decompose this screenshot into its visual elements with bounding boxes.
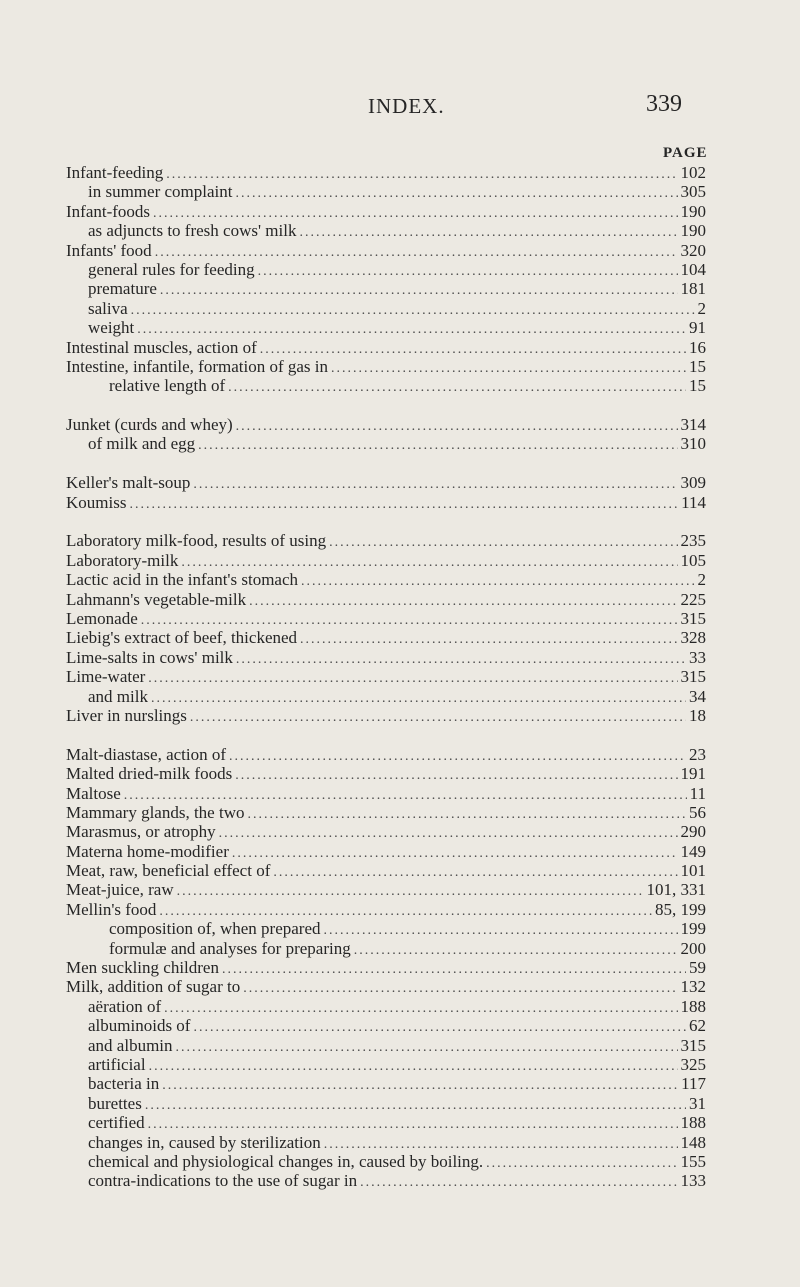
index-entry xyxy=(66,531,706,550)
leader-dots xyxy=(164,999,677,1016)
index-entry-page: 31 xyxy=(689,1093,706,1113)
index-entry xyxy=(66,299,706,318)
index-entry xyxy=(66,415,706,434)
index-entry xyxy=(66,338,706,357)
index-entry-text: aëration of xyxy=(88,996,162,1016)
index-entry-text: contra-indications to the use of sugar in xyxy=(88,1171,358,1191)
index-entry-page: 314 xyxy=(680,415,706,435)
leader-dots xyxy=(243,979,677,996)
index-entry-text: Liver in nurslings xyxy=(66,705,187,725)
index-entry-page: 133 xyxy=(680,1171,706,1191)
index-entry-page: 132 xyxy=(680,977,706,997)
index-entry-page: 290 xyxy=(680,822,706,842)
index-entry-page: 149 xyxy=(680,841,706,861)
index-entry xyxy=(66,1152,706,1171)
index-entry-page: 15 xyxy=(689,356,706,376)
running-header xyxy=(0,91,800,124)
index-entry-page: 235 xyxy=(680,531,706,551)
index-entry-text: Lime-water xyxy=(66,667,146,687)
index-entry-page: 225 xyxy=(680,589,706,609)
index-entry xyxy=(66,1094,706,1113)
index-entry-text: Koumiss xyxy=(66,492,127,512)
index-entry xyxy=(66,163,706,182)
index-entry-page: 200 xyxy=(680,938,706,958)
index-entry-page: 105 xyxy=(680,550,706,570)
index-entry-page: 102 xyxy=(680,163,706,182)
leader-dots xyxy=(329,533,677,550)
leader-dots xyxy=(149,1057,678,1074)
index-entry xyxy=(66,977,706,996)
leader-dots xyxy=(229,747,686,764)
index-entry xyxy=(66,648,706,667)
index-entry-page: 56 xyxy=(689,802,706,822)
index-entry xyxy=(66,861,706,880)
index-entry-text: albuminoids of xyxy=(88,1016,191,1036)
index-entry-page: 11 xyxy=(689,783,706,803)
index-entry xyxy=(66,318,706,337)
index-entry xyxy=(66,434,706,453)
leader-dots xyxy=(249,592,677,609)
leader-dots xyxy=(247,805,686,822)
index-entry-text: burettes xyxy=(88,1093,142,1113)
leader-dots xyxy=(299,223,677,240)
index-entry-text: Infant-feeding xyxy=(66,163,164,182)
leader-dots xyxy=(160,281,678,298)
index-entry xyxy=(66,551,706,570)
index-entry-text: Intestine, infantile, formation of gas in xyxy=(66,356,329,376)
index-entry-text: general rules for feeding xyxy=(88,259,255,279)
leader-dots xyxy=(137,320,686,337)
leader-dots xyxy=(177,882,644,899)
leader-dots xyxy=(148,669,677,686)
leader-dots xyxy=(131,301,695,318)
index-entry xyxy=(66,958,706,977)
index-entry xyxy=(66,803,706,822)
index-entry-page: 101 xyxy=(680,861,706,881)
index-entry-page: 325 xyxy=(680,1054,706,1074)
index-entry-page: 309 xyxy=(680,473,706,493)
index-entry-text: Infant-foods xyxy=(66,201,151,221)
leader-dots xyxy=(151,689,686,706)
index-entry xyxy=(66,784,706,803)
index-entry xyxy=(66,822,706,841)
index-entry-text: Men suckling children xyxy=(66,958,219,978)
index-entry-text: of milk and egg xyxy=(88,434,196,454)
index-entry-page: 59 xyxy=(689,958,706,978)
leader-dots xyxy=(486,1154,677,1171)
leader-dots xyxy=(228,378,686,395)
index-entry-page: 191 xyxy=(680,764,706,784)
index-entry xyxy=(66,880,706,899)
index-entry-text: Lemonade xyxy=(66,608,138,628)
index-entry-page: 117 xyxy=(681,1074,706,1094)
leader-dots xyxy=(232,844,678,861)
index-entry xyxy=(66,687,706,706)
index-entry-page: 310 xyxy=(680,434,706,454)
index-entry xyxy=(66,493,706,512)
leader-dots xyxy=(324,921,678,938)
index-entry-text: premature xyxy=(88,279,157,299)
leader-dots xyxy=(148,1115,678,1132)
leader-dots xyxy=(181,553,677,570)
index-entry-text: chemical and physiological changes in, caused by boiling. xyxy=(88,1151,484,1171)
index-entry-text: saliva xyxy=(88,298,128,318)
leader-dots xyxy=(166,165,677,182)
index-entry-page: 305 xyxy=(680,182,706,202)
page-title: INDEX. xyxy=(368,94,445,118)
index-entry-page: 190 xyxy=(680,201,706,221)
leader-dots xyxy=(273,863,677,880)
index-entry-text: bacteria in xyxy=(88,1074,160,1094)
leader-dots xyxy=(258,262,678,279)
index-entry xyxy=(66,842,706,861)
index-entry xyxy=(66,745,706,764)
index-entry-text: weight xyxy=(88,318,135,338)
index-entry xyxy=(66,1055,706,1074)
index-entry-text: Malt-diastase, action of xyxy=(66,744,227,764)
index-entry-page: 33 xyxy=(689,647,706,667)
index-entry-page: 101, 331 xyxy=(646,880,706,900)
index-entry-text: Mammary glands, the two xyxy=(66,802,245,822)
index-entry xyxy=(66,357,706,376)
leader-dots xyxy=(219,824,678,841)
index-entry xyxy=(66,376,706,395)
leader-dots xyxy=(124,786,687,803)
index-entry-page: 23 xyxy=(689,744,706,764)
index-entry xyxy=(66,1171,706,1190)
index-entry xyxy=(66,590,706,609)
index-entry-text: Milk, addition of sugar to xyxy=(66,977,241,997)
leader-dots xyxy=(145,1096,686,1113)
page-number: 339 xyxy=(646,91,682,117)
leader-dots xyxy=(159,902,652,919)
index-entry-text: Lime-salts in cows' milk xyxy=(66,647,233,667)
index-entry-text: Maltose xyxy=(66,783,121,803)
index-entry-page: 18 xyxy=(689,705,706,725)
index-entry-text: in summer complaint xyxy=(88,182,233,202)
index-entry-page: 328 xyxy=(680,628,706,648)
leader-dots xyxy=(331,359,686,376)
index-entry xyxy=(66,667,706,686)
index-entry xyxy=(66,260,706,279)
index-entry-text: artificial xyxy=(88,1054,146,1074)
leader-dots xyxy=(141,611,678,628)
index-entry-text: Malted dried-milk foods xyxy=(66,764,233,784)
index-entry xyxy=(66,1113,706,1132)
index-entry-page: 34 xyxy=(689,686,706,706)
index-entry xyxy=(66,1016,706,1035)
leader-dots xyxy=(129,495,678,512)
index-entry-text: Laboratory milk-food, results of using xyxy=(66,531,327,551)
index-entry xyxy=(66,221,706,240)
leader-dots xyxy=(301,572,694,589)
index-entry-text: Materna home-modifier xyxy=(66,841,229,861)
leader-dots xyxy=(193,475,677,492)
index-entry-text: formulæ and analyses for preparing xyxy=(109,938,351,958)
index-entry-text: changes in, caused by sterilization xyxy=(88,1132,321,1152)
leader-dots xyxy=(324,1135,678,1152)
index-entry xyxy=(66,609,706,628)
leader-dots xyxy=(162,1076,678,1093)
index-entry xyxy=(66,764,706,783)
index-entry-text: as adjuncts to fresh cows' milk xyxy=(88,221,297,241)
index-entry-page: 148 xyxy=(680,1132,706,1152)
leader-dots xyxy=(235,766,677,783)
leader-dots xyxy=(222,960,686,977)
index-entry xyxy=(66,919,706,938)
index-entry-text: and albumin xyxy=(88,1035,173,1055)
index-entry-page: 315 xyxy=(680,1035,706,1055)
index-entry xyxy=(66,706,706,725)
index-entry xyxy=(66,939,706,958)
index-entry-page: 155 xyxy=(680,1151,706,1171)
leader-dots xyxy=(198,436,677,453)
leader-dots xyxy=(236,650,686,667)
index-entry-page: 188 xyxy=(680,996,706,1016)
index-entry-page: 199 xyxy=(680,919,706,939)
index-entry-text: Infants' food xyxy=(66,240,152,260)
index-entry-page: 91 xyxy=(689,318,706,338)
index-entry-text: Junket (curds and whey) xyxy=(66,415,233,435)
leader-dots xyxy=(354,941,678,958)
index-entry-page: 181 xyxy=(680,279,706,299)
leader-dots xyxy=(300,630,677,647)
index-entry-page: 15 xyxy=(689,376,706,396)
index-entry-text: relative length of xyxy=(109,376,226,396)
index-entry-page: 320 xyxy=(680,240,706,260)
index-entry xyxy=(66,570,706,589)
leader-dots xyxy=(236,417,678,434)
leader-dots xyxy=(193,1018,686,1035)
index-entry xyxy=(66,997,706,1016)
index-entry-page: 188 xyxy=(680,1113,706,1133)
index-entry-page: 315 xyxy=(680,667,706,687)
index-entry-text: Liebig's extract of beef, thickened xyxy=(66,628,298,648)
index-entry xyxy=(66,628,706,647)
index-entry-text: Keller's malt-soup xyxy=(66,473,191,493)
index-entry-text: Laboratory-milk xyxy=(66,550,179,570)
index-entry-text: Mellin's food xyxy=(66,899,157,919)
leader-dots xyxy=(155,243,678,260)
index-entry-page: 16 xyxy=(689,337,706,357)
page-column-label: PAGE xyxy=(663,145,708,161)
leader-dots xyxy=(235,184,677,201)
index-entry-text: Intestinal muscles, action of xyxy=(66,337,257,357)
index-entry-page: 62 xyxy=(689,1016,706,1036)
index-entry xyxy=(66,473,706,492)
index-entry-page: 85, 199 xyxy=(655,899,706,919)
index-entry xyxy=(66,241,706,260)
index-entry-text: Lahmann's vegetable-milk xyxy=(66,589,247,609)
index-entry xyxy=(66,900,706,919)
index-entry xyxy=(66,182,706,201)
index-entry xyxy=(66,202,706,221)
index-entry-text: Meat, raw, beneficial effect of xyxy=(66,861,271,881)
leader-dots xyxy=(176,1038,678,1055)
index-entry-text: Meat-juice, raw xyxy=(66,880,174,900)
leader-dots xyxy=(190,708,686,725)
index-entry xyxy=(66,279,706,298)
index-entry-page: 2 xyxy=(697,570,706,590)
index-entry-page: 190 xyxy=(680,221,706,241)
leader-dots xyxy=(153,204,677,221)
index-entry-text: Marasmus, or atrophy xyxy=(66,822,216,842)
index-entry-page: 114 xyxy=(681,492,706,512)
index-entry xyxy=(66,1133,706,1152)
index-entries xyxy=(66,163,706,1191)
index-entry-text: certified xyxy=(88,1113,145,1133)
leader-dots xyxy=(360,1173,677,1190)
index-entry-text: composition of, when prepared xyxy=(109,919,321,939)
index-entry-text: Lactic acid in the infant's stomach xyxy=(66,570,299,590)
index-entry-page: 315 xyxy=(680,608,706,628)
index-entry xyxy=(66,1074,706,1093)
index-entry-text: and milk xyxy=(88,686,148,706)
leader-dots xyxy=(260,340,686,357)
index-entry-page: 104 xyxy=(680,259,706,279)
index-entry-page: 2 xyxy=(697,298,706,318)
index-entry xyxy=(66,1036,706,1055)
